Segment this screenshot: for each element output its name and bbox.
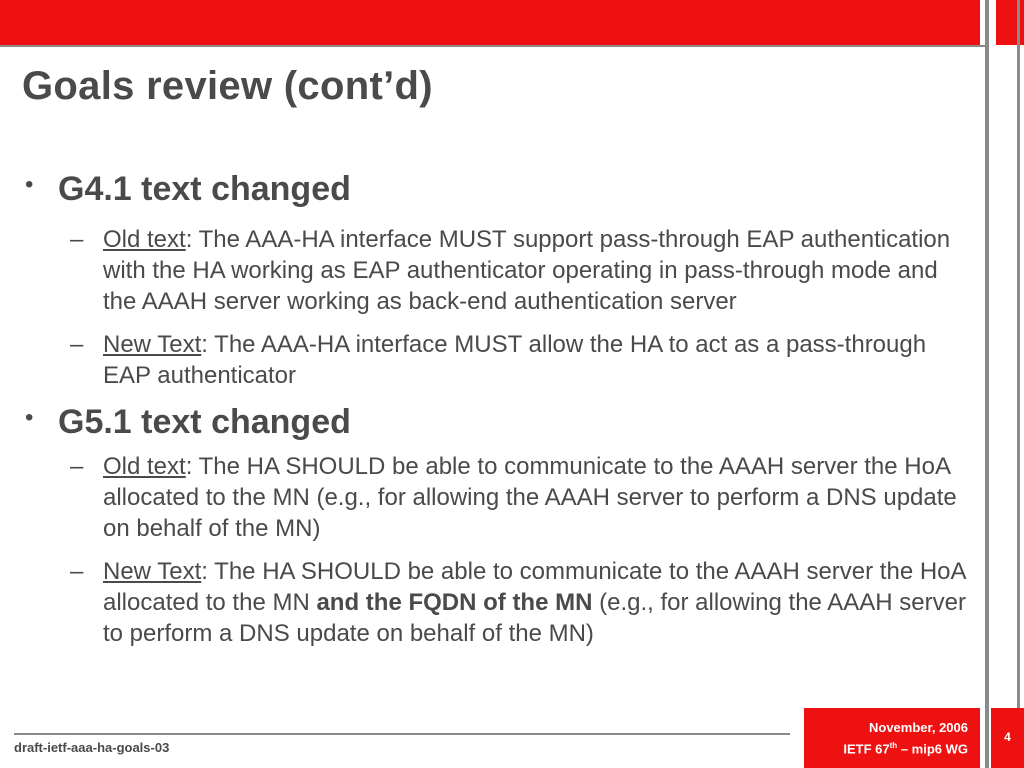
subitem-g4-1-old bbox=[22, 224, 972, 317]
vertical-rule-right bbox=[1017, 0, 1020, 768]
footer-date: November, 2006 bbox=[868, 720, 968, 735]
subitem-label: Old text bbox=[103, 453, 186, 480]
footer-meeting bbox=[843, 741, 968, 756]
footer-draft-name: draft-ietf-aaa-ha-goals-03 bbox=[14, 740, 170, 755]
dash-icon: – bbox=[70, 226, 84, 253]
bullet-g5-1 bbox=[22, 401, 972, 443]
title-rule bbox=[0, 45, 985, 47]
subitem-text: : The HA SHOULD be able to communicate to the AAAH server the HoA allocated to the MN (e.g., for allowing the AAAH server to perform a DNS update on behalf of the MN) bbox=[103, 453, 957, 542]
subitem-g4-1-new bbox=[22, 329, 972, 391]
footer-meeting-prefix: IETF 67 bbox=[843, 741, 890, 757]
subitem-emphasis: and the FQDN of the MN bbox=[316, 589, 593, 616]
subitem-label: Old text bbox=[103, 226, 186, 253]
bullet-heading: G4.1 text changed bbox=[58, 170, 351, 208]
bullet-heading: G5.1 text changed bbox=[58, 403, 351, 441]
subitem-label: New Text bbox=[103, 331, 202, 358]
subitem-g5-1-old bbox=[22, 451, 972, 544]
footer-info-box bbox=[804, 708, 980, 768]
dash-icon: – bbox=[70, 453, 84, 480]
bullet-icon: • bbox=[25, 404, 34, 431]
subitem-text: : The AAA-HA interface MUST support pass-through EAP authentication with the HA working as EAP authenticator operating in pass-through mode and the AAAH server working as back-end authentication server bbox=[103, 226, 951, 315]
subitem-g5-1-new bbox=[22, 556, 972, 649]
subitem-text: : The AAA-HA interface MUST allow the HA to act as a pass-through EAP authenticator bbox=[103, 331, 927, 389]
dash-icon: – bbox=[70, 331, 84, 358]
footer-meeting-sup: th bbox=[889, 741, 898, 750]
vertical-rule-left bbox=[985, 0, 989, 768]
footer-rule bbox=[14, 733, 790, 735]
slide-body bbox=[22, 168, 972, 649]
slide-title: Goals review (cont’d) bbox=[22, 64, 433, 108]
top-red-bar bbox=[0, 0, 980, 45]
subitem-label: New Text bbox=[103, 558, 202, 585]
bullet-g4-1 bbox=[22, 168, 972, 210]
subitem-text: : The HA SHOULD be able to communicate to the AAAH server the HoA allocated to the MN bbox=[103, 558, 966, 616]
page-number-box bbox=[991, 708, 1024, 768]
subitem-text-end: (e.g., for allowing the AAAH server to perform a DNS update on behalf of the MN) bbox=[103, 589, 966, 647]
bullet-icon: • bbox=[25, 171, 34, 198]
page-number: 4 bbox=[1004, 730, 1011, 744]
footer-meeting-suffix: – mip6 WG bbox=[897, 741, 968, 757]
dash-icon: – bbox=[70, 558, 84, 585]
